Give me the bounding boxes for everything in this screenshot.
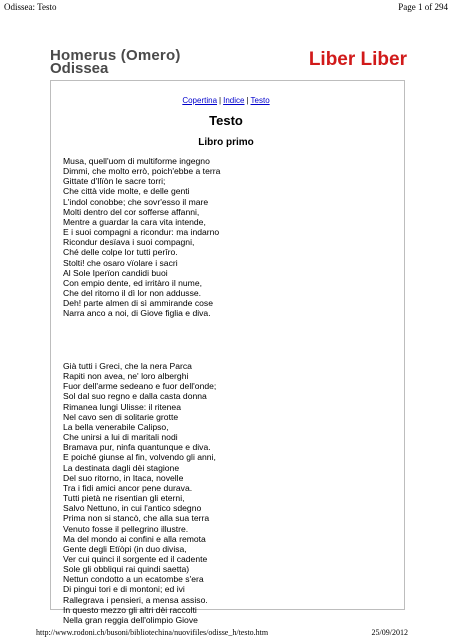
poem-line: Narra anco a noi, di Giove figlia e diva. <box>63 308 211 319</box>
poem-line: Che unirsi a lui di maritali nodi <box>63 432 178 443</box>
poem-line: Ver cui quinci il sorgente ed il cadente <box>63 553 208 564</box>
poem-line: Mentre a guardar la cara vita intende, <box>63 216 206 227</box>
poem-line: In questo mezzo gli altri dèi raccolti <box>63 604 197 615</box>
work-title: Odissea <box>50 60 109 77</box>
nav-link-copertina[interactable]: Copertina <box>182 96 218 105</box>
poem-line: Bramava pur, ninfa quantunque e diva. <box>63 442 211 453</box>
poem-line: Del suo ritorno, in Itaca, novelle <box>63 472 184 483</box>
poem-line: Deh! parte almen di sì ammirande cose <box>63 298 213 309</box>
poem-line: Ricondur desïava i suoi compagni, <box>63 237 195 248</box>
poem-line: Che città vide molte, e delle genti <box>63 186 190 197</box>
poem-line: Gittate d'Ilïòn le sacre torri; <box>63 176 166 187</box>
nav-separator: | <box>219 96 222 105</box>
poem-line: Venuto fosse il pellegrino illustre. <box>63 523 189 534</box>
stanza <box>63 361 216 625</box>
poem-line: Nella gran reggia dell'olimpio Giove <box>63 614 198 625</box>
poem-line: Sole gli obbliqui rai quindi saetta) <box>63 564 190 575</box>
poem-line: L'indol conobbe; che sovr'esso il mare <box>63 196 209 207</box>
poem-line: E poiché giunse al fin, volvendo gli anni, <box>63 452 216 463</box>
stanza <box>63 156 220 319</box>
poem-line: Che del ritorno il dì lor non addusse. <box>63 288 202 299</box>
print-date: 25/09/2012 <box>371 628 408 637</box>
poem-line: Di pingui tori e di montoni; ed ivi <box>63 584 185 595</box>
poem-line: Rapiti non avea, ne' loro alberghi <box>63 371 189 382</box>
page-url: http://www.rodoni.ch/busoni/bibliotechina/nuovifiles/odisse_h/testo.htm <box>36 628 269 637</box>
book-title: Libro primo <box>198 137 254 148</box>
brand-logo[interactable]: Liber Liber <box>308 49 407 70</box>
print-footer <box>0 627 452 639</box>
poem-line: E i suoi compagni a ricondur: ma indarno <box>63 227 220 238</box>
page-counter: Page 1 of 294 <box>398 2 448 12</box>
poem-line: Prima non si stancò, che alla sua terra <box>63 513 210 524</box>
poem-line: La destinata dagli dèi stagione <box>63 462 180 473</box>
poem-line: Dimmi, che molto errò, poich'ebbe a terra <box>63 166 221 177</box>
nav-links <box>0 96 452 105</box>
poem-line: Musa, quell'uom di multiforme ingegno <box>63 156 210 166</box>
poem-line: Al Sole Iperïon candidi buoi <box>63 267 168 278</box>
poem-line: Fuor dell'arme sedeano e fuor dell'onde; <box>63 381 217 392</box>
poem-line: Salvo Nettuno, in cui l'antico sdegno <box>63 503 202 514</box>
poem-line: Tra i fidi amici ancor pene durava. <box>63 482 193 493</box>
poem-line: Ché delle colpe lor tutti perîro. <box>63 247 178 258</box>
nav-separator: | <box>246 96 249 105</box>
poem-line: Sol dal suo regno e dalla casta donna <box>63 391 207 402</box>
poem-line: Nettun condotto a un ecatombe s'era <box>63 574 204 585</box>
poem-line: Già tutti i Greci, che la nera Parca <box>63 361 192 371</box>
poem-line: Gente degli Etïòpi (in duo divisa, <box>63 543 187 554</box>
poem-line: Ma del mondo ai confini e alla remota <box>63 533 206 544</box>
section-title: Testo <box>209 113 243 128</box>
poem-line: Stolti! che osaro vïolare i sacri <box>63 257 178 268</box>
poem-line: Rimanea lungi Ulisse: il ritenea <box>63 401 181 412</box>
author-name: Homerus (Omero) <box>50 47 181 64</box>
window-title: Odissea: Testo <box>4 2 57 12</box>
poem-line: Rallegrava i pensieri, a mensa assiso. <box>63 594 208 605</box>
poem-line: Molti dentro del cor sofferse affanni, <box>63 206 200 217</box>
poem-line: Nel cavo sen di solitarie grotte <box>63 411 179 422</box>
poem-line: La bella venerabile Calipso, <box>63 421 169 432</box>
poem-line: Tutti pietà ne risentian gli eterni, <box>63 493 185 504</box>
print-header <box>0 0 452 14</box>
nav-link-indice[interactable]: Indice <box>223 96 245 105</box>
poem-line: Con empio dente, ed irritàro il nume, <box>63 277 203 288</box>
nav-link-testo[interactable]: Testo <box>250 96 270 105</box>
